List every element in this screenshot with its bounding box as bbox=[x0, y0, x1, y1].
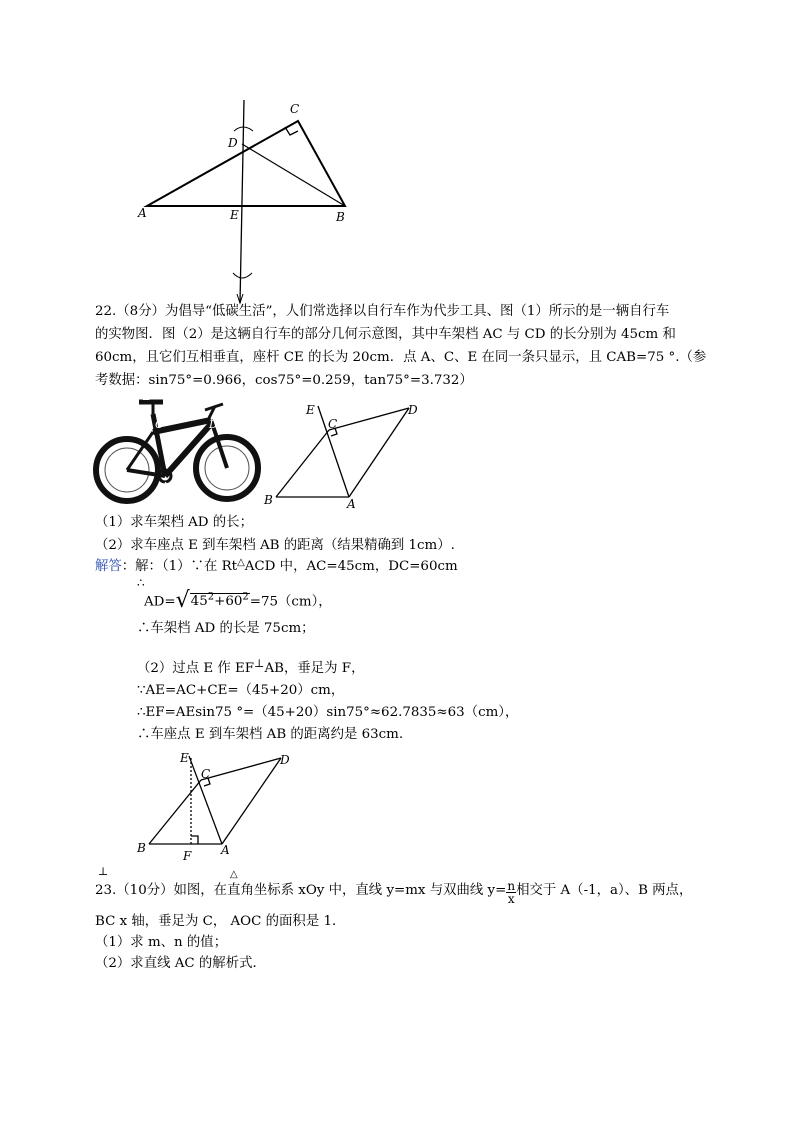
fig2-label-d: D bbox=[408, 403, 418, 417]
q23-sub-2: （2）求直线 AC 的解析式． bbox=[95, 956, 266, 971]
ad-result: =75（cm）， bbox=[249, 594, 332, 610]
fig1-label-c: C bbox=[290, 102, 300, 116]
fraction-numerator: n bbox=[507, 879, 516, 893]
q22-line-4: 考数据：sin75°=0.966，cos75°=0.259，tan75°=3.732） bbox=[95, 373, 473, 388]
answer-label: 解答 bbox=[95, 559, 122, 574]
fig1-label-e: E bbox=[230, 208, 239, 222]
fig1-label-d: D bbox=[228, 136, 238, 150]
answer-intro: ：解：（1）∵在 Rt bbox=[121, 559, 238, 574]
fig2-label-a: A bbox=[347, 497, 356, 510]
figure-2-geometry bbox=[260, 398, 430, 510]
q23-triangle-mark: △ bbox=[230, 869, 238, 880]
bike-label-e: E bbox=[143, 392, 152, 403]
figure-3-solution bbox=[132, 748, 302, 864]
answer-part-2-line-3: ∴EF=AEsin75 °=（45+20）sin75°≈62.7835≈63（cm）， bbox=[137, 705, 519, 720]
q22-sub-1: （1）求车架档 AD 的长； bbox=[95, 515, 253, 530]
bike-label-b: B bbox=[115, 472, 124, 485]
answer-part-2-line-1 bbox=[137, 657, 365, 678]
ad-radicand-b: 60 bbox=[225, 594, 243, 610]
q23-intro: 23.（10分）如图，在直角坐标系 xOy 中，直线 y=mx 与双曲线 y= bbox=[95, 883, 507, 898]
answer-conclusion-1: ∴车架档 AD 的长是 75cm； bbox=[137, 621, 315, 636]
answer-part-2-line-4: ∴车座点 E 到车架档 AB 的距离约是 63cm. bbox=[137, 727, 404, 742]
q23-line-1 bbox=[95, 878, 692, 908]
ad-radicand-a: 45 bbox=[190, 594, 208, 610]
ad-plus: + bbox=[214, 594, 226, 610]
ef-construction: （2）过点 E 作 EF bbox=[137, 661, 255, 676]
figure-1-triangle bbox=[130, 95, 370, 305]
bike-label-a: A bbox=[161, 480, 169, 493]
perp-symbol: ⊥ bbox=[254, 657, 265, 670]
ad-exp-a: 2 bbox=[207, 592, 215, 603]
answer-part-2-line-2: ∵AE=AC+CE=（45+20）cm， bbox=[137, 683, 345, 698]
triangle-symbol: △ bbox=[237, 557, 245, 568]
fig3-label-f: F bbox=[183, 849, 192, 863]
q22-sub-2: （2）求车座点 E 到车架档 AB 的距离（结果精确到 1cm）. bbox=[95, 538, 455, 553]
fig3-label-d: D bbox=[280, 753, 290, 767]
ad-exp-b: 2 bbox=[242, 592, 249, 603]
q22-line-1: 22.（8分）为倡导“低碳生活”，人们常选择以自行车作为代步工具、图（1）所示的是一辆自行车 bbox=[95, 304, 670, 319]
q22-line-3: 60cm，且它们互相垂直，座杆 CE 的长为 20cm．点 A、C、E 在同一条只显示，且 CAB=75 °.（参 bbox=[95, 350, 707, 365]
therefore-symbol: ∴ bbox=[137, 576, 145, 590]
fig1-label-b: B bbox=[336, 210, 345, 224]
ef-foot: AB，垂足为 F， bbox=[264, 661, 365, 676]
fig1-label-a: A bbox=[138, 206, 147, 220]
fig2-label-b: B bbox=[264, 493, 273, 507]
fig2-label-c: C bbox=[328, 417, 338, 431]
fig3-label-a: A bbox=[221, 843, 230, 857]
ad-formula: $AD=√45^2+60^2=75(cm)$， bbox=[144, 588, 332, 614]
answer-line-1 bbox=[95, 558, 458, 577]
fig2-label-e: E bbox=[306, 403, 315, 417]
q23-line-2: BC x 轴，垂足为 C， AOC 的面积是 1． bbox=[95, 914, 346, 929]
q23-sub-1: （1）求 m、n 的值； bbox=[95, 935, 228, 950]
answer-given: ACD 中，AC=45cm，DC=60cm bbox=[244, 559, 458, 574]
fraction-denominator: x bbox=[507, 892, 515, 906]
q23-intersection: 相交于 A（-1，a）、B 两点， bbox=[516, 883, 693, 898]
q22-line-2: 的实物图．图（2）是这辆自行车的部分几何示意图，其中车架档 AC 与 CD 的长分别为 45cm 和 bbox=[95, 327, 676, 342]
bike-label-d: D bbox=[209, 418, 218, 431]
fig3-label-c: C bbox=[201, 767, 211, 781]
bike-label-c: C bbox=[155, 418, 164, 431]
fig3-label-b: B bbox=[137, 841, 146, 855]
fig3-label-e: E bbox=[180, 751, 189, 765]
q23-perp-mark: ⊥ bbox=[98, 865, 109, 878]
bicycle-photo bbox=[93, 392, 263, 508]
ad-prefix: AD= bbox=[144, 594, 176, 610]
